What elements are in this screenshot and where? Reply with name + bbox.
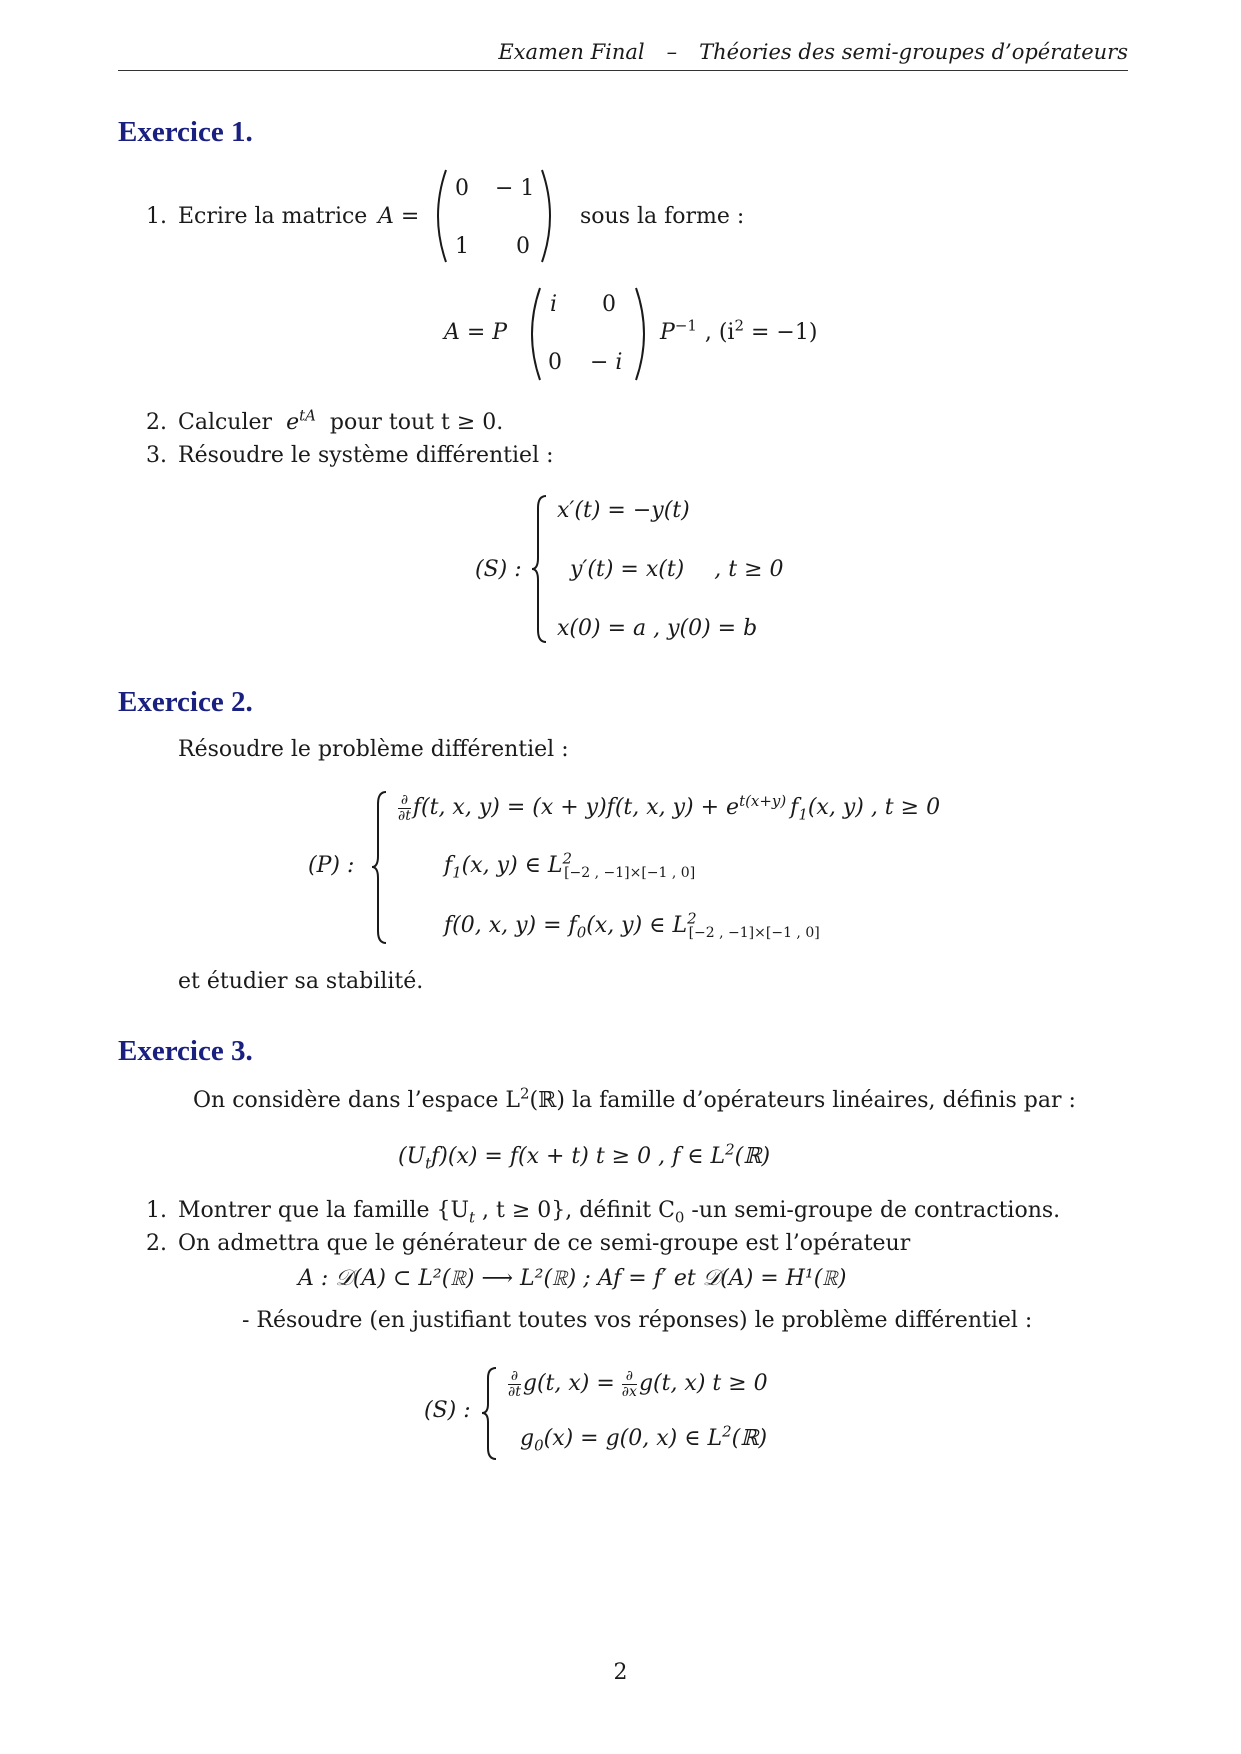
- exercise-2-title: Exercice 2.: [118, 686, 253, 718]
- ex1-q2-line: 2. Calculer $e^{tA}$ pour tout t ≥ 0.: [146, 406, 504, 435]
- diag-d22: − i: [590, 350, 623, 375]
- ex1-q3-line: 3. Résoudre le système différentiel :: [146, 443, 554, 468]
- ex1-matrix-lhs: A =: [378, 204, 420, 229]
- header-separator: –: [666, 40, 678, 64]
- ex1-eq-A: A = P: [444, 320, 508, 345]
- ex3-operator-line: A : 𝒟(A) ⊂ L²(ℝ) ⟶ L²(ℝ) ; Af = f′ et 𝒟(A) = H¹(ℝ): [298, 1266, 847, 1291]
- diag-d12: 0: [602, 292, 616, 317]
- ex1-q2-number: 2.: [146, 410, 167, 435]
- header-right: Théories des semi-groupes d’opérateurs: [699, 40, 1128, 64]
- partial-x-fraction: $\frac{\partial}{\partial x}$: [621, 1368, 637, 1400]
- exercise-3-title: Exercice 3.: [118, 1035, 253, 1067]
- ex2-system-line-1: $\frac{\partial}{\partial t}$ f(t, x, y) = (x + y)f(t, x, $y) + e^{t(x+y)}$ $f_1(x$, y) , t ≥ 0: [398, 791, 941, 824]
- matrix-a21: 1: [455, 234, 469, 259]
- ex1-system-line-1: x′(t) = −y(t): [557, 498, 690, 523]
- ex3-definition: $(U_tf)(x) = f(x + t) t \ge 0$ , f ∈ $L^2(ℝ)$: [398, 1140, 771, 1173]
- matrix-a11: 0: [455, 176, 469, 201]
- partial-t-fraction: $\frac{\partial}{\partial t}$: [508, 1368, 521, 1400]
- ex2-system-brace: [370, 790, 390, 945]
- partial-t-fraction: $\frac{\partial}{\partial t}$: [398, 792, 411, 824]
- diag-d11: i: [550, 292, 558, 317]
- ex1-system-line-2: y′(t) = x(t) , t ≥ 0: [570, 557, 784, 582]
- ex2-system-label: (P) :: [308, 853, 355, 878]
- ex3-intro: On considère dans l’espace $L^2(ℝ)$ la famille d’opérateurs linéaires, définis par :: [193, 1084, 1076, 1113]
- page-number: 2: [613, 1660, 628, 1685]
- ex3-q1-line: 1. Montrer que la famille {$U_t$ , t ≥ 0}, définit $C_0$ -un semi-groupe de contractions.: [146, 1198, 1061, 1227]
- diag-right-paren: [632, 286, 654, 382]
- ex3-q1-number: 1.: [146, 1198, 167, 1223]
- ex3-q2-number: 2.: [146, 1231, 167, 1256]
- matrix-left-paren: [428, 168, 450, 264]
- diag-d21: 0: [548, 350, 562, 375]
- ex3-q2-line: 2. On admettra que le générateur de ce semi-groupe est l’opérateur: [146, 1231, 911, 1256]
- ex3-resolve-line: - Résoudre (en justifiant toutes vos réponses) le problème différentiel :: [242, 1308, 1033, 1333]
- matrix-a22: 0: [516, 234, 530, 259]
- ex2-outro: et étudier sa stabilité.: [178, 969, 424, 994]
- ex2-system-line-2: $f_1(x$, y) ∈ $L^2_{[-2 , -1]\times[-1 , 0]}$: [444, 849, 696, 882]
- ex3-system-label: (S) :: [424, 1398, 471, 1423]
- ex2-intro: Résoudre le problème différentiel :: [178, 737, 569, 762]
- ex1-q1-form: sous la forme :: [580, 204, 745, 229]
- running-header: [118, 40, 1128, 71]
- header-left: Examen Final: [498, 40, 645, 64]
- exercise-1-title: Exercice 1.: [118, 116, 253, 148]
- matrix-a12: − 1: [495, 176, 535, 201]
- ex1-q1-line: [146, 204, 367, 229]
- ex1-system-label: (S) :: [475, 557, 522, 582]
- ex1-q1-number: 1.: [146, 204, 167, 229]
- ex1-q1-text: Ecrire la matrice: [178, 204, 368, 229]
- ex1-system-brace: [530, 494, 550, 644]
- ex1-q3-number: 3.: [146, 443, 167, 468]
- ex1-system-line-3: x(0) = a , y(0) = b: [557, 616, 758, 641]
- matrix-right-paren: [538, 168, 560, 264]
- diag-left-paren: [522, 286, 544, 382]
- ex3-system-brace: [480, 1366, 500, 1461]
- ex3-system-line-2: $g_0(x) = g(0$, x) ∈ $L^2(ℝ)$: [520, 1422, 768, 1455]
- ex2-system-line-3: f(0, x, $y) = f_0(x$, y) ∈ $L^2_{[-2 , -1]\times[-1 , 0]}$: [444, 909, 820, 942]
- ex1-eq-Pinv: $P^{-1}$ , $(i^2 = -1)$: [660, 316, 818, 345]
- ex3-system-line-1: $\frac{\partial}{\partial t}$ g(t, x) = $\frac{\partial}{\partial x}$ g(t, x) t ≥ 0: [508, 1368, 768, 1400]
